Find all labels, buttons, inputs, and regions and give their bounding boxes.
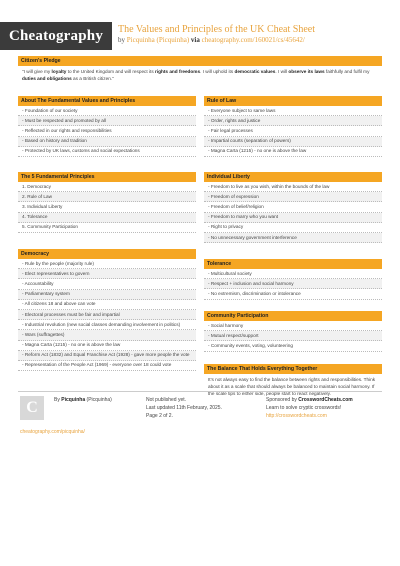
list-item: - Right to privacy: [204, 223, 382, 233]
list-item: - Freedom of expression: [204, 192, 382, 202]
footer-author-handle: (Picquinha): [86, 397, 112, 403]
community-heading: Community Participation: [204, 311, 382, 321]
list-item: - Reform Act (1832) and Equal Franchise Act (1928) - gave more people the vote: [18, 351, 196, 361]
sponsor-line-1: [266, 396, 353, 404]
list-item: - Everyone subject to same laws: [204, 106, 382, 116]
individual-liberty-box: [204, 172, 382, 243]
fundamental-values-box: [18, 96, 196, 157]
published-status: Not published yet.: [146, 397, 187, 403]
pledge-part: to the United Kingdom and will respect its: [66, 69, 155, 74]
footer-divider: [18, 391, 382, 392]
pledge-heading: Citizen's Pledge: [18, 56, 382, 66]
list-item: - Freedom of belief/religion: [204, 202, 382, 212]
pledge-part: . I will uphold its: [200, 69, 235, 74]
pledge-bold: observe its laws: [288, 69, 325, 74]
pledge-bold: rights and freedoms: [155, 69, 201, 74]
rule-of-law-box: [204, 96, 382, 157]
cheatography-logo[interactable]: Cheatography: [0, 22, 112, 50]
page-number: Page 2 of 2.: [146, 413, 173, 419]
democracy-heading: Democracy: [18, 249, 196, 259]
list-item: - Multicultural society: [204, 269, 382, 279]
community-box: [204, 311, 382, 352]
list-item: 1. Democracy: [18, 182, 196, 192]
pledge-bold: duties and obligations: [22, 76, 72, 81]
author-avatar[interactable]: C: [20, 396, 44, 420]
list-item: - Accountability: [18, 279, 196, 289]
list-item: - Foundation of our society: [18, 106, 196, 116]
page-title: The Values and Principles of the UK Cheat Sheet: [118, 24, 315, 35]
five-principles-box: [18, 172, 196, 233]
pledge-bold: democratic values: [234, 69, 276, 74]
balance-heading: The Balance That Holds Everything Together: [204, 364, 382, 374]
list-item: - Reflected in our rights and responsibilities: [18, 126, 196, 136]
list-item: - Impartial courts (separation of powers): [204, 137, 382, 147]
list-item: - Mutual respect/support: [204, 331, 382, 341]
pledge-bold: loyalty: [51, 69, 67, 74]
byline-via: via: [190, 36, 200, 44]
five-principles-heading: The 5 Fundamental Principles: [18, 172, 196, 182]
list-item: - Electoral processes must be fair and impartial: [18, 310, 196, 320]
page-header: [0, 0, 400, 50]
tolerance-heading: Tolerance: [204, 259, 382, 269]
list-item: - Freedom to live as you wish, within the bounds of the law: [204, 182, 382, 192]
list-item: - No unnecessary government interference: [204, 233, 382, 243]
sponsor-tagline: Learn to solve cryptic crosswords!: [266, 405, 342, 411]
author-url-link[interactable]: cheatography.com/picquinha/: [20, 429, 85, 435]
list-item: - Elect representatives to govern: [18, 269, 196, 279]
pledge-part: as a British citizen.": [71, 76, 114, 81]
last-updated: Last updated 11th February, 2025.: [146, 405, 222, 411]
pledge-box: [18, 56, 382, 84]
list-item: - Rule by the people (majority rule): [18, 259, 196, 269]
byline: [118, 36, 305, 44]
pledge-part: . I will: [275, 69, 289, 74]
rule-of-law-heading: Rule of Law: [204, 96, 382, 106]
byline-by: by: [118, 36, 125, 44]
list-item: 2. Rule of Law: [18, 192, 196, 202]
list-item: - Based on history and tradition: [18, 137, 196, 147]
list-item: - All citizens 18 and above can vote: [18, 300, 196, 310]
list-item: - Social harmony: [204, 321, 382, 331]
list-item: - Parliamentary system: [18, 290, 196, 300]
list-item: - Wars (suffragettes): [18, 330, 196, 340]
author-link[interactable]: Picquinha (Picquinha): [126, 36, 190, 44]
footer-author: [54, 396, 112, 404]
list-item: 4. Tolerance: [18, 213, 196, 223]
pledge-part: "I will give my: [22, 69, 52, 74]
footer-meta: [146, 396, 222, 420]
pledge-part: faithfully and fulfil my: [324, 69, 370, 74]
list-item: - Order, rights and justice: [204, 116, 382, 126]
footer-sponsor: [266, 396, 353, 420]
list-item: 3. Individual Liberty: [18, 202, 196, 212]
tolerance-box: [204, 259, 382, 300]
pledge-text: [18, 66, 382, 84]
list-item: - No extremism, discrimination or intolerance: [204, 289, 382, 299]
sponsor-link[interactable]: CrosswordCheats.com: [298, 397, 353, 403]
list-item: - Respect + inclusion and social harmony: [204, 279, 382, 289]
list-item: 5. Community Participation: [18, 223, 196, 233]
list-item: - Industrial revolution (new social classes demanding involvement in politics): [18, 320, 196, 330]
footer-author-link[interactable]: Picquinha: [61, 397, 86, 403]
list-item: - Magna Carta (1215) - no one is above the law: [204, 147, 382, 157]
sponsor-prefix: Sponsored by: [266, 397, 297, 403]
list-item: - Fair legal processes: [204, 126, 382, 136]
balance-box: [204, 364, 382, 399]
democracy-box: [18, 249, 196, 371]
list-item: - Community events, voting, volunteering: [204, 341, 382, 351]
list-item: - Representation of the People Act (1969) - everyone over 18 could vote: [18, 361, 196, 371]
fundamental-heading: About The Fundamental Values and Principles: [18, 96, 196, 106]
list-item: - Magna Carta (1215) - no one is above the law: [18, 341, 196, 351]
list-item: - Must be respected and promoted by all: [18, 116, 196, 126]
sponsor-url-link[interactable]: http://crosswordcheats.com: [266, 413, 327, 419]
list-item: - Protected by UK laws, customs and social expectations: [18, 147, 196, 157]
liberty-heading: Individual Liberty: [204, 172, 382, 182]
footer-by: By: [54, 397, 60, 403]
list-item: - Freedom to marry who you want: [204, 213, 382, 223]
balance-text: It's not always easy to find the balance between rights and responsibilities. Think about it as a scale that should always be balanced to maintain social harmony. If the scale tips to either side, people start to react negatively.: [208, 377, 376, 396]
sheet-url-link[interactable]: cheatography.com/160021/cs/45642/: [201, 36, 305, 44]
